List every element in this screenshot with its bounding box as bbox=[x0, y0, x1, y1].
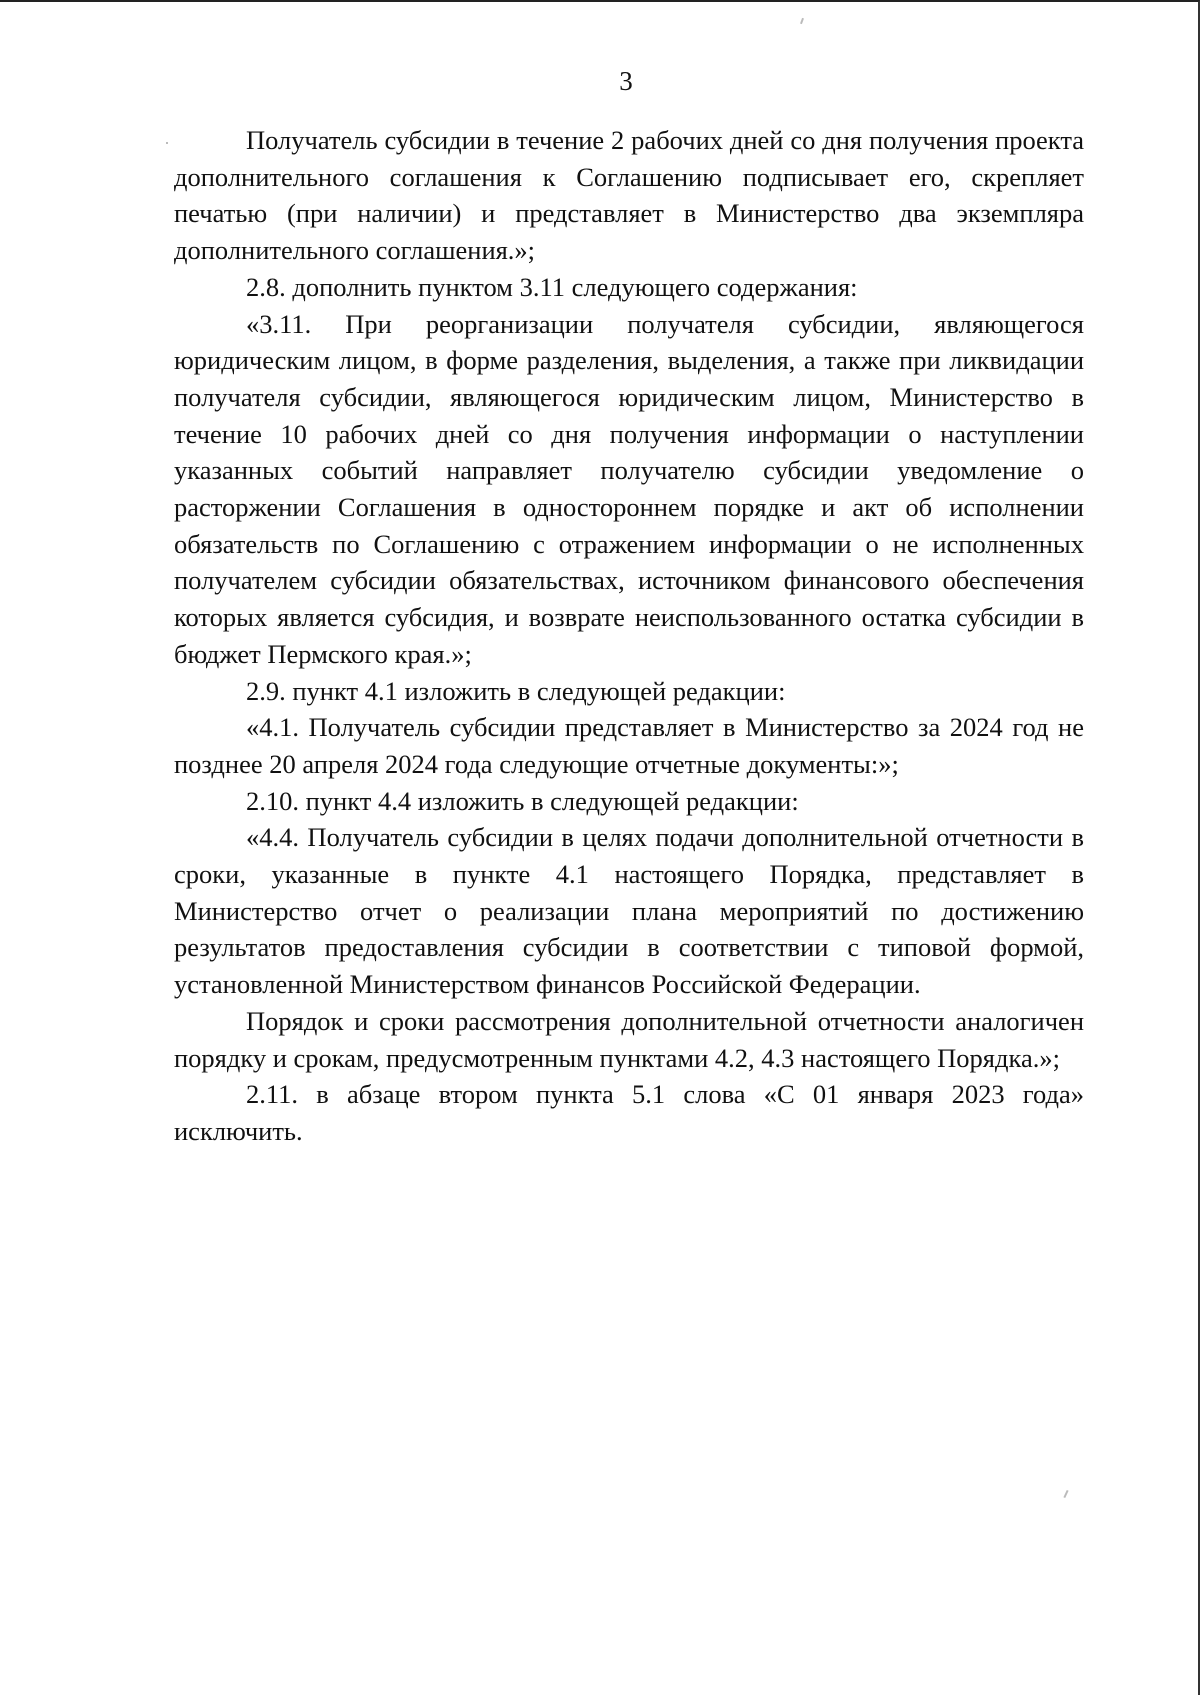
paragraph-2-11: 2.11. в абзаце втором пункта 5.1 слова «С 01 января 2023 года» исключить. bbox=[174, 1079, 1084, 1146]
scan-speck bbox=[1063, 1490, 1068, 1498]
paragraph-2-8: 2.8. дополнить пунктом 3.11 следующего содержания: bbox=[246, 271, 858, 302]
paragraph-4-1: «4.1. Получатель субсидии представляет в Министерство за 2024 год не позднее 20 апреля 2024 года следующие отчетные документы:»; bbox=[174, 712, 1084, 779]
paragraph-signing: Получатель субсидии в течение 2 рабочих дней со дня получения проекта дополнительного соглашения к Соглашению подписывает его, скрепляет печатью (при наличии) и представляет в Министерство два экземпляра дополнительного соглашения.»; bbox=[174, 125, 1084, 266]
paragraph-2-9: 2.9. пункт 4.1 изложить в следующей редакции: bbox=[246, 675, 786, 706]
scan-speck bbox=[800, 18, 804, 24]
scan-speck bbox=[166, 142, 168, 144]
paragraph-review-procedure: Порядок и сроки рассмотрения дополнительной отчетности аналогичен порядку и срокам, предусмотренным пунктами 4.2, 4.3 настоящего Порядка.»; bbox=[174, 1005, 1084, 1073]
paragraph-4-4: «4.4. Получатель субсидии в целях подачи дополнительной отчетности в сроки, указанные в пункте 4.1 настоящего Порядка, представляет в Министерство отчет о реализации плана мероприятий по достижению результатов предоставления субсидии в соответствии с типовой формой, установленной Министерством финансов Российской Федерации. bbox=[174, 822, 1084, 1000]
document-body bbox=[174, 122, 1084, 1150]
page-number: 3 bbox=[619, 66, 633, 96]
paragraph-3-11: «3.11. При реорганизации получателя субсидии, являющегося юридическим лицом, в форме разделения, выделения, а также при ликвидации получателя субсидии, являющегося юридическим лицом, Министерство в течение 10 рабочих дней со дня получения информации о наступлении указанных событий направляет получателю субсидии уведомление о расторжении Соглашения в одностороннем порядке и акт об исполнении обязательств по Соглашению с отражением информации о не исполненных получателем субсидии обязательствах, источником финансового обеспечения которых является субсидия, и возврате неиспользованного остатка субсидии в бюджет Пермского края.»; bbox=[174, 308, 1084, 669]
paragraph-2-10: 2.10. пункт 4.4 изложить в следующей редакции: bbox=[246, 785, 799, 816]
